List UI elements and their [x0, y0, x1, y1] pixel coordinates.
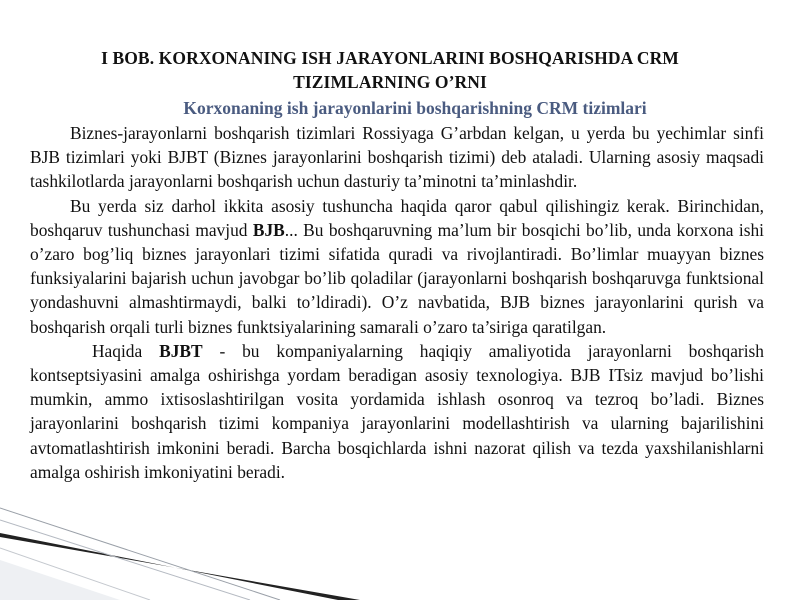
paragraph-2	[30, 194, 764, 339]
paragraph-3	[30, 339, 764, 484]
slide-subtitle: Korxonaning ish jarayonlarini boshqarishning CRM tizimlari	[183, 98, 647, 118]
paragraph-3-text-after: - bu kompaniyalarning haqiqiy amaliyotida jarayonlarni boshqarish kontseptsiyasini amalga oshirishga yordam beradigan asosiy texnologiya. BJB ITsiz mavjud bo’lishi mumkin, ammo ixtisoslashtirilgan vosita yordamida ishlash osonroq va tezroq bo’ladi. Biznes jarayonlarini boshqarish tizimi kompaniya jarayonlarini modellashtirish va ularning bajarilishini avtomatlashtirish imkonini beradi. Barcha bosqichlarda ishni nazorat qilish va tezda yaxshilanishlarni amalga oshirish imkoniyatini beradi.	[30, 340, 764, 482]
paragraph-2-bold-term: BJB	[252, 219, 285, 240]
paragraph-2-text-after: ... Bu boshqaruvning ma’lum bir bosqichi bo’lib, unda korxona ishi o’zaro bog’liq biznes jarayonlari tizimi sifatida quradi va rivojlantiradi. Bo’limlar muayyan biznes funksiyalarini bajarish uchun javobgar bo’lib qoladilar (jarayonlarni boshqarish boshqaruvga funktsional yondashuvni almashtirmaydi, balki to’ldiradi). O’z navbatida, BJB biznes jarayonlarini qurish va boshqarish orqali turli biznes funktsiyalarining samarali o’zaro ta’siriga qaratilgan.	[30, 219, 764, 337]
slide-body	[30, 121, 764, 484]
paragraph-3-text-before: Haqida	[92, 340, 160, 361]
paragraph-3-bold-term: BJBT	[159, 340, 203, 361]
paragraph-1	[30, 121, 764, 194]
slide-title: I BOB. KORXONANING ISH JARAYONLARINI BOSHQARISHDA CRM TIZIMLARNING O’RNI	[101, 48, 679, 92]
paragraph-2-text-before: Bu yerda siz darhol ikkita asosiy tushuncha haqida qaror qabul qilishingiz kerak. Birinchidan, boshqaruv tushunchasi mavjud	[30, 195, 764, 240]
paragraph-1-text: Biznes-jarayonlarni boshqarish tizimlari Rossiyaga G’arbdan kelgan, u yerda bu yechimlar sinfi BJB tizimlari yoki BJBT (Biznes jarayonlarini boshqarish tizimi) deb ataladi. Ularning asosiy maqsadi tashkilotlarda jarayonlarni boshqarish uchun dasturiy ta’minotni ta’minlashdir.	[30, 123, 764, 192]
